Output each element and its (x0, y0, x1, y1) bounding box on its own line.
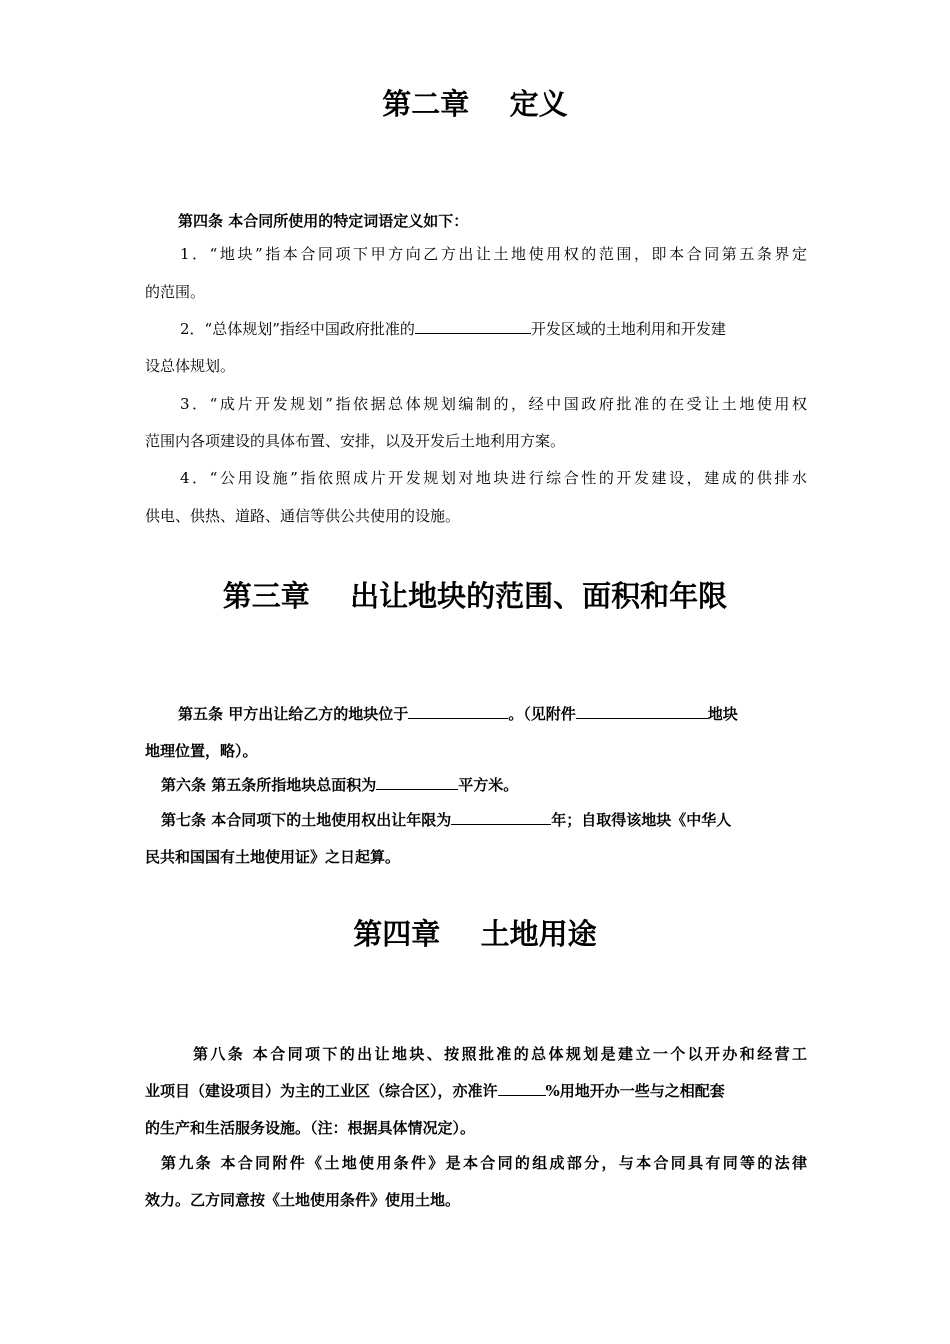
def-2-line-1 (180, 318, 807, 340)
def-2-text-b: 开发区域的土地利用和开发建 (530, 320, 726, 338)
article-9-line-2: 效力。乙方同意按《土地使用条件》使用土地。 (145, 1191, 461, 1209)
def-1-line-1: 1．“地块”指本合同项下甲方向乙方出让土地使用权的范围，即本合同第五条界定 (180, 245, 807, 263)
article-8-text-b: %用地开办一些与之相配套 (545, 1082, 725, 1100)
def-4-line-2: 供电、供热、道路、通信等供公共使用的设施。 (145, 507, 461, 525)
article-6 (161, 774, 823, 796)
article-7-text-b: 年；自取得该地块《中华人 (551, 811, 732, 829)
blank-field (408, 703, 508, 719)
article-8-text-a: 业项目（建设项目）为主的工业区（综合区），亦准许 (145, 1082, 498, 1100)
article-7-line-1 (161, 809, 807, 831)
article-8-line-1: 第八条 本合同项下的出让地块、按照批准的总体规划是建立一个以开办和经营工 (193, 1045, 807, 1063)
article-7-text-a: 第七条 本合同项下的土地使用权出让年限为 (161, 811, 452, 829)
def-2-text-a: 2．“总体规划”指经中国政府批准的 (180, 320, 415, 338)
article-4-heading: 第四条 本合同所使用的特定词语定义如下： (178, 212, 469, 230)
chapter-4-title: 第四章 土地用途 (353, 917, 597, 951)
article-9-line-1: 第九条 本合同附件《土地使用条件》是本合同的组成部分，与本合同具有同等的法律 (161, 1154, 807, 1172)
article-5-text-b: 。（见附件 (508, 705, 576, 723)
article-5-line-1 (178, 703, 807, 725)
article-7-line-2: 民共和国国有土地使用证》之日起算。 (145, 848, 401, 866)
article-5-text-a: 第五条 甲方出让给乙方的地块位于 (178, 705, 409, 723)
chapter-3-title: 第三章 出让地块的范围、面积和年限 (222, 579, 728, 613)
article-8-line-3: 的生产和生活服务设施。（注：根据具体情况定）。 (145, 1119, 476, 1137)
article-8-line-2 (145, 1080, 807, 1102)
blank-field (576, 703, 708, 719)
article-5-line-2: 地理位置，略）。 (145, 742, 258, 760)
def-2-line-2: 设总体规划。 (145, 357, 236, 375)
article-6-text-a: 第六条 第五条所指地块总面积为 (161, 776, 377, 794)
def-3-line-1: 3．“成片开发规划”指依据总体规划编制的，经中国政府批准的在受让土地使用权 (180, 395, 807, 413)
article-6-text-b: 平方米。 (458, 776, 519, 794)
article-5-text-c: 地块 (707, 705, 738, 723)
blank-field (415, 318, 531, 334)
def-1-line-2: 的范围。 (145, 283, 206, 301)
blank-field (498, 1080, 546, 1096)
blank-field (451, 809, 551, 825)
def-3-line-2: 范围内各项建设的具体布置、安排，以及开发后土地利用方案。 (145, 432, 566, 450)
chapter-2-title: 第二章 定义 (382, 87, 568, 121)
blank-field (376, 774, 458, 790)
def-4-line-1: 4．“公用设施”指依照成片开发规划对地块进行综合性的开发建设，建成的供排水 (180, 469, 807, 487)
